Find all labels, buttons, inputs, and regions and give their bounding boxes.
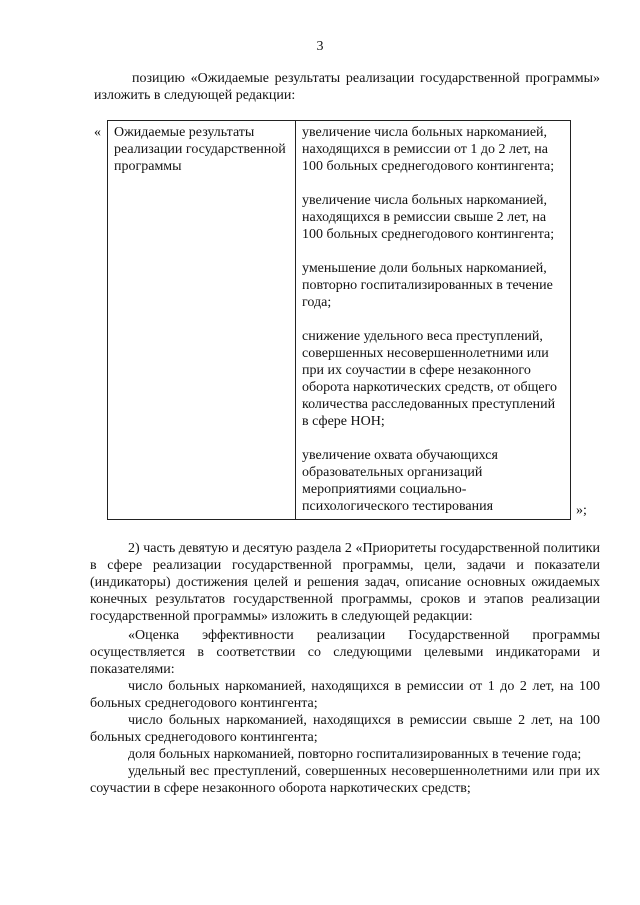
closing-quote: »; [576, 503, 587, 518]
results-table [107, 120, 571, 520]
page-number: 3 [316, 39, 324, 54]
result-item: увеличение охвата обучающихся образовательных организаций мероприятиями социально-психологического тестирования [302, 448, 498, 514]
paragraph-evaluation: «Оценка эффективности реализации Государственной программы осуществляется в соответствии со следующими целевыми индикаторами и показателями: [90, 628, 600, 677]
paragraph-indicator: доля больных наркоманией, повторно госпитализированных в течение года; [128, 747, 582, 762]
opening-quote: « [94, 125, 101, 140]
table-values-cell [296, 121, 571, 520]
table-label-cell: Ожидаемые результаты реализации государственной программы [108, 121, 296, 520]
paragraph-indicator: удельный вес преступлений, совершенных несовершеннолетними или при их соучастии в сфере незаконного оборота наркотических средств; [90, 764, 600, 796]
result-item: снижение удельного веса преступлений, совершенных несовершеннолетними или при их соучастии в сфере незаконного оборота наркотических средств, от общего количества расследованных преступлений в сфере НОН; [302, 329, 558, 429]
result-item: уменьшение доли больных наркоманией, повторно госпитализированных в течение года; [302, 261, 553, 310]
result-item: увеличение числа больных наркоманией, находящихся в ремиссии свыше 2 лет, на 100 больных среднегодового контингента; [302, 193, 555, 242]
body-text [90, 540, 600, 797]
intro-paragraph: позицию «Ожидаемые результаты реализации государственной программы» изложить в следующей редакции: [94, 71, 600, 103]
result-item: увеличение числа больных наркоманией, находящихся в ремиссии от 1 до 2 лет, на 100 больных среднегодового контингента; [302, 125, 555, 174]
table-row [108, 121, 571, 520]
paragraph-amendment: 2) часть девятую и десятую раздела 2 «Приоритеты государственной политики в сфере реализации государственной программы, цели, задачи и показатели (индикаторы) достижения целей и решения задач, описание основных ожидаемых конечных результатов государственной программы, сроков и этапов реализации государственной программы» изложить в следующей редакции: [90, 541, 600, 624]
paragraph-indicator: число больных наркоманией, находящихся в ремиссии от 1 до 2 лет, на 100 больных среднегодового контингента; [90, 679, 600, 711]
paragraph-indicator: число больных наркоманией, находящихся в ремиссии свыше 2 лет, на 100 больных среднегодового контингента; [90, 713, 600, 745]
